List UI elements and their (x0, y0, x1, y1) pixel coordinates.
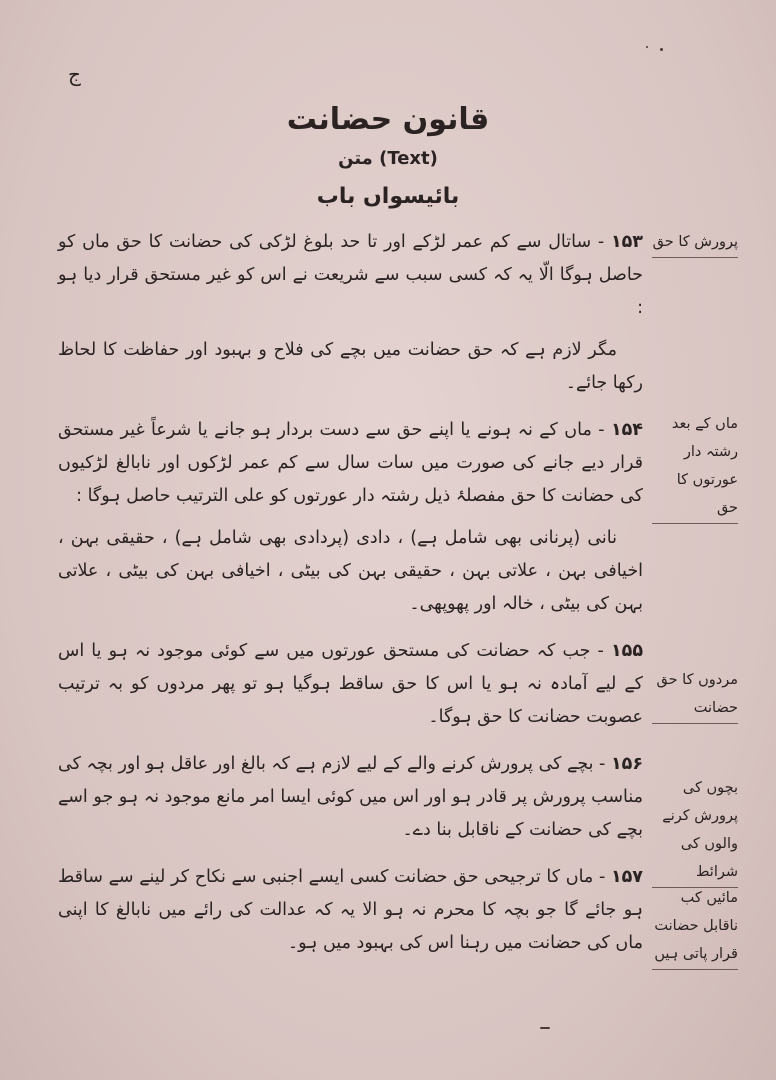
section-extra: نانی (پرنانی بھی شامل ہے) ، دادی (پردادی بھی شامل ہے) ، حقیقی بہن ، اخیافی بہن ، علاتی بہن ، حقیقی بہن کی بیٹی ، اخیافی بہن کی بیٹی ، علاتی بہن کی بیٹی ، خالہ اور پھوپھی۔ (58, 528, 643, 614)
section-number: ۱۵۶ (610, 754, 643, 774)
marginal-note-text: بچوں کی پرورش کرنے والوں کی شرائط (652, 774, 738, 888)
section-155: ۱۵۵ - جب کہ حضانت کی مستحق عورتوں میں سے کوئی موجود نہ ہو یا اس کے لیے آمادہ نہ ہو یا اس کا حق ساقط ہوگیا ہو تو پھر مردوں کو بہ ترتیب عصوبت حضانت کا حق ہوگا۔ (58, 641, 643, 727)
marginal-note (652, 410, 738, 524)
paper-speck (660, 48, 663, 51)
section-text: جب کہ حضانت کی مستحق عورتوں میں سے کوئی موجود نہ ہو یا اس کے لیے آمادہ نہ ہو یا اس کا حق ساقط ہوگیا ہو تو پھر مردوں کو بہ ترتیب عصوبت حضانت کا حق ہوگا۔ (58, 641, 643, 727)
marginal-note (652, 884, 738, 970)
paper-speck (646, 46, 648, 48)
page-number: ج (68, 62, 81, 86)
marginal-note-text: مائیں کب ناقابل حضانت قرار پاتی ہیں (652, 884, 738, 970)
section-154: ۱۵۴ - ماں کے نہ ہونے یا اپنے حق سے دست بردار ہو جانے یا شرعاً غیر مستحق قرار دیے جانے کی صورت میں سات سال سے کم عمر لڑکوں اور نابالغ لڑکیوں کی حضانت کا حق مفصلۂ ذیل رشتہ دار عورتوں کو علی الترتیب حاصل ہوگا : نانی (پرنانی بھی شامل ہے) ، دادی (پردادی بھی شامل ہے) ، حقیقی بہن ، اخیافی بہن ، علاتی بہن ، حقیقی بہن کی بیٹی ، اخیافی بہن کی بیٹی ، علاتی بہن کی بیٹی ، خالہ اور پھوپھی۔ (58, 414, 643, 621)
section-153: ۱۵۳ - ساتال سے کم عمر لڑکے اور تا حد بلوغ لڑکی کی حضانت کا حق ماں کو حاصل ہوگا الّا یہ کہ کسی سبب سے شریعت نے اس کو غیر مستحق قرار دیا ہو : مگر لازم ہے کہ حق حضانت میں بچے کی فلاح و بہبود اور حفاظت کا لحاظ رکھا جائے۔ (58, 226, 643, 400)
chapter-heading: بائیسواں باب (316, 184, 460, 209)
section-text: ماں کے نہ ہونے یا اپنے حق سے دست بردار ہو جانے یا شرعاً غیر مستحق قرار دیے جانے کی صورت میں سات سال سے کم عمر لڑکوں اور نابالغ لڑکیوں کی حضانت کا حق مفصلۂ ذیل رشتہ دار عورتوں کو علی الترتیب حاصل ہوگا : (58, 420, 643, 506)
section-157: ۱۵۷ - ماں کا ترجیحی حق حضانت کسی ایسے اجنبی سے نکاح کر لینے سے ساقط ہو جائے گا جو بچہ کا محرم نہ ہو الا یہ کہ عدالت کی رائے میں نابالغ کا اپنی ماں کی حضانت میں رہنا اس کی بہبود میں ہو۔ (58, 867, 643, 953)
section-156: ۱۵۶ - بچے کی پرورش کرنے والے کے لیے لازم ہے کہ بالغ اور عاقل ہو اور بچہ کی مناسب پرورش پر قادر ہو اور اس میں کوئی ایسا امر مانع موجود نہ ہو جو اسے بچے کی حضانت کے ناقابل بنا دے۔ (58, 754, 643, 840)
page-subtitle: متن (Text) (338, 148, 438, 169)
section-number: ۱۵۴ (610, 420, 643, 440)
section-text: بچے کی پرورش کرنے والے کے لیے لازم ہے کہ بالغ اور عاقل ہو اور بچہ کی مناسب پرورش پر قادر ہو اور اس میں کوئی ایسا امر مانع موجود نہ ہو جو اسے بچے کی حضانت کے ناقابل بنا دے۔ (58, 754, 643, 840)
marginal-note-text: پرورش کا حق (652, 228, 738, 258)
section-number: ۱۵۷ (610, 867, 643, 887)
marginal-note-text: ماں کے بعد رشتہ دار عورتوں کا حق (652, 410, 738, 524)
marginal-note (652, 228, 738, 258)
paper-speck (540, 1027, 550, 1029)
marginal-note (652, 666, 738, 724)
section-extra: مگر لازم ہے کہ حق حضانت میں بچے کی فلاح و بہبود اور حفاظت کا لحاظ رکھا جائے۔ (58, 340, 643, 393)
section-text: ساتال سے کم عمر لڑکے اور تا حد بلوغ لڑکی کی حضانت کا حق ماں کو حاصل ہوگا الّا یہ کہ کسی سبب سے شریعت نے اس کو غیر مستحق قرار دیا ہو : (58, 232, 643, 318)
page-title: قانون حضانت (286, 102, 490, 137)
main-text (58, 226, 643, 969)
marginal-note (652, 774, 738, 888)
section-text: ماں کا ترجیحی حق حضانت کسی ایسے اجنبی سے نکاح کر لینے سے ساقط ہو جائے گا جو بچہ کا محرم نہ ہو الا یہ کہ عدالت کی رائے میں نابالغ کا اپنی ماں کی حضانت میں رہنا اس کی بہبود میں ہو۔ (58, 867, 643, 953)
marginal-note-text: مردوں کا حق حضانت (652, 666, 738, 724)
section-number: ۱۵۵ (610, 641, 643, 661)
section-number: ۱۵۳ (610, 232, 643, 252)
